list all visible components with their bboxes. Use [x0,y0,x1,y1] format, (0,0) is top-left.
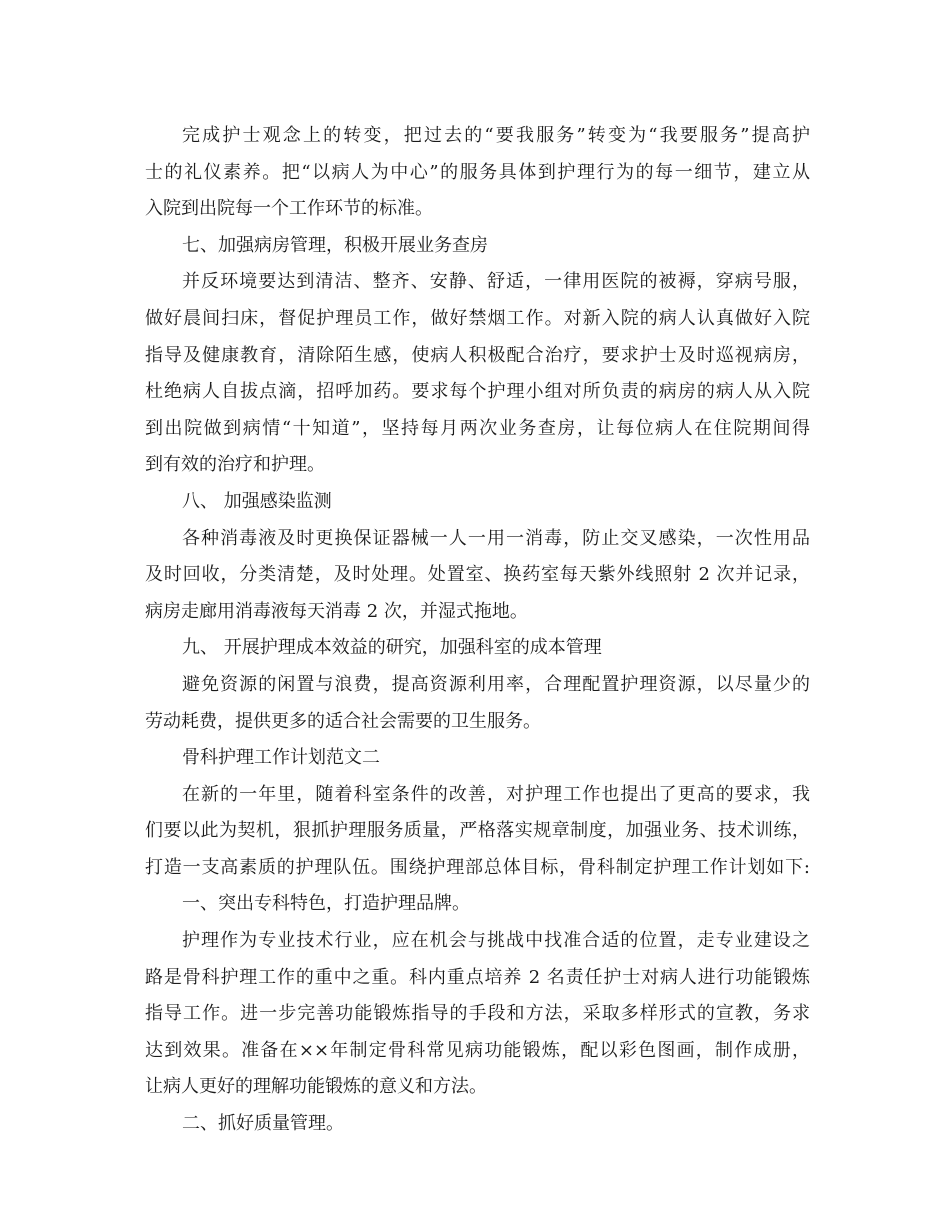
text-line: 各种消毒液及时更换保证器械一人一用一消毒，防止交叉感染，一次性用品 [182,527,810,549]
text-line: 指导及健康教育，清除陌生感，使病人积极配合治疗，要求护士及时巡视病房， [145,344,810,366]
text-line: 做好晨间扫床，督促护理员工作，做好禁烟工作。对新入院的病人认真做好入院 [145,307,810,329]
text-line: 士的礼仪素养。把“以病人为中心”的服务具体到护理行为的每一细节，建立从 [145,161,810,183]
text-line: 在新的一年里，随着科室条件的改善，对护理工作也提出了更高的要求，我 [182,783,810,805]
text-line: 们要以此为契机，狠抓护理服务质量，严格落实规章制度，加强业务、技术训练， [145,820,810,842]
document-body [145,118,810,1143]
section-heading: 七、加强病房管理，积极开展业务查房 [182,234,488,256]
text-line: 杜绝病人自拔点滴，招呼加药。要求每个护理小组对所负责的病房的病人从入院 [145,381,810,403]
text-line: 并反环境要达到清洁、整齐、安静、舒适，一律用医院的被褥，穿病号服， [182,271,810,293]
text-line: 打造一支高素质的护理队伍。围绕护理部总体目标，骨科制定护理工作计划如下: [145,856,810,878]
section-heading: 九、 开展护理成本效益的研究，加强科室的成本管理 [182,637,602,659]
section-heading: 八、 加强感染监测 [182,490,332,512]
text-line: 避免资源的闲置与浪费，提高资源利用率，合理配置护理资源，以尽量少的 [182,673,810,695]
text-line: 让病人更好的理解功能锻炼的意义和方法。 [145,1076,487,1098]
text-line: 及时回收，分类清楚，及时处理。处置室、换药室每天紫外线照射 2 次并记录， [145,564,810,586]
text-line: 入院到出院每一个工作环节的标准。 [145,198,433,220]
text-line: 劳动耗费，提供更多的适合社会需要的卫生服务。 [145,710,541,732]
text-line: 达到效果。准备在××年制定骨科常见病功能锻炼，配以彩色图画，制作成册， [145,1039,810,1061]
text-line: 路是骨科护理工作的重中之重。科内重点培养 2 名责任护士对病人进行功能锻炼 [145,966,810,988]
text-line: 指导工作。进一步完善功能锻炼指导的手段和方法，采取多样形式的宣教，务求 [145,1003,810,1025]
text-line: 完成护士观念上的转变，把过去的“要我服务”转变为“我要服务”提高护 [182,125,810,146]
text-line: 到有效的治疗和护理。 [145,454,325,476]
text-line: 护理作为专业技术行业，应在机会与挑战中找准合适的位置，走专业建设之 [182,930,810,952]
section-heading: 二、抓好质量管理。 [182,1113,344,1135]
text-line: 病房走廊用消毒液每天消毒 2 次，并湿式拖地。 [145,600,528,622]
section-heading: 一、突出专科特色，打造护理品牌。 [182,893,470,915]
text-line: 到出院做到病情“十知道”，坚持每月两次业务查房，让每位病人在住院期间得 [145,417,810,439]
document-title: 骨科护理工作计划范文二 [182,747,380,769]
